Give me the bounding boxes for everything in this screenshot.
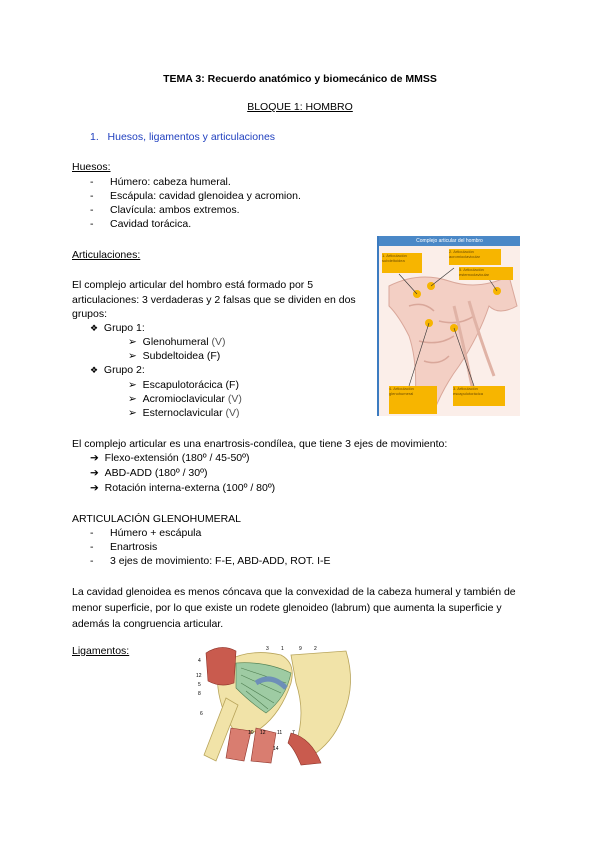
ligaments-figure	[196, 643, 364, 768]
list-item: ➔ Flexo-extensión (180º / 45-50º)	[90, 452, 250, 464]
figure-label: 3. Articulación escapulotorácica	[453, 386, 505, 406]
group1-label: ❖ Grupo 1:	[90, 322, 145, 334]
list-item: ➔ ABD-ADD (180º / 30º)	[90, 467, 208, 479]
list-item: ➢ Glenohumeral (V)	[128, 336, 226, 348]
arrowhead-bullet-icon: ➢	[128, 393, 137, 405]
list-item: - Húmero: cabeza humeral.	[90, 176, 231, 188]
list-item: - 3 ejes de movimiento: F-E, ABD-ADD, ROT. I-E	[90, 555, 331, 567]
figure-number: 12	[260, 730, 266, 736]
list-item: - Clavícula: ambos extremos.	[90, 204, 240, 216]
figure-header: Complejo articular del hombro	[379, 236, 520, 246]
arrowhead-bullet-icon: ➢	[128, 407, 137, 419]
arrow-bullet-icon: ➔	[90, 482, 99, 494]
ligaments-illustration	[196, 643, 364, 768]
list-item: - Cavidad torácica.	[90, 218, 192, 230]
articulaciones-heading: Articulaciones:	[72, 249, 141, 261]
enartrosis-paragraph: El complejo articular es una enartrosis-condílea, que tiene 3 ejes de movimiento:	[72, 438, 448, 450]
figure-label: 5. Articulación esternoclavicular	[459, 267, 513, 280]
section-number: 1.	[90, 131, 99, 143]
figure-label: 1. Articulación subdeltoidea	[382, 253, 422, 273]
arrow-bullet-icon: ➔	[90, 452, 99, 464]
huesos-heading: Huesos:	[72, 161, 111, 173]
figure-number: 5	[198, 682, 201, 688]
figure-label: 4. Articulación glenohumeral	[389, 386, 437, 414]
glenohumeral-heading: ARTICULACIÓN GLENOHUMERAL	[72, 513, 242, 525]
figure-number: 2	[314, 646, 317, 652]
figure-number: 4	[198, 658, 201, 664]
arrow-bullet-icon: ➔	[90, 467, 99, 479]
labrum-paragraph: La cavidad glenoidea es menos cóncava que la convexidad de la cabeza humeral y también de menor superficie, por lo que existe un rodete glenoideo (labrum) que aumenta la superficie y además la congruencia articular.	[72, 586, 516, 630]
articulaciones-paragraph: El complejo articular del hombro está formado por 5 articulaciones: 3 verdaderas y 2 falsas que se dividen en dos grupos:	[72, 279, 356, 320]
figure-number: 9	[299, 646, 302, 652]
figure-number: 1	[281, 646, 284, 652]
arrowhead-bullet-icon: ➢	[128, 379, 137, 391]
list-item: - Escápula: cavidad glenoidea y acromion.	[90, 190, 301, 202]
group2-label: ❖ Grupo 2:	[90, 364, 145, 376]
figure-number: 14	[273, 746, 279, 752]
list-item: ➢ Esternoclavicular (V)	[128, 407, 240, 419]
page-title: TEMA 3: Recuerdo anatómico y biomecánico de MMSS	[163, 73, 437, 85]
figure-number: 6	[200, 711, 203, 717]
figure-number: 3	[266, 646, 269, 652]
figure-number: 8	[198, 691, 201, 697]
figure-label: 2. Articulación acromioclavicular	[449, 249, 501, 265]
list-item: - Húmero + escápula	[90, 527, 202, 539]
shoulder-complex-figure	[377, 236, 520, 416]
figure-number: 11	[277, 730, 283, 736]
figure-number: 10	[248, 730, 254, 736]
block-heading: BLOQUE 1: HOMBRO	[247, 101, 353, 113]
section-heading	[90, 131, 275, 143]
figure-number: 12	[196, 673, 202, 679]
section-label: Huesos, ligamentos y articulaciones	[107, 131, 276, 143]
diamond-bullet-icon: ❖	[90, 323, 99, 333]
list-item: ➢ Escapulotorácica (F)	[128, 379, 239, 391]
diamond-bullet-icon: ❖	[90, 365, 99, 375]
list-item: ➔ Rotación interna-externa (100º / 80º)	[90, 482, 276, 494]
arrowhead-bullet-icon: ➢	[128, 350, 137, 362]
figure-number: 7	[292, 730, 295, 736]
arrowhead-bullet-icon: ➢	[128, 336, 137, 348]
list-item: - Enartrosis	[90, 541, 158, 553]
list-item: ➢ Acromioclavicular (V)	[128, 393, 242, 405]
ligamentos-heading: Ligamentos:	[72, 645, 130, 657]
list-item: ➢ Subdeltoidea (F)	[128, 350, 221, 362]
